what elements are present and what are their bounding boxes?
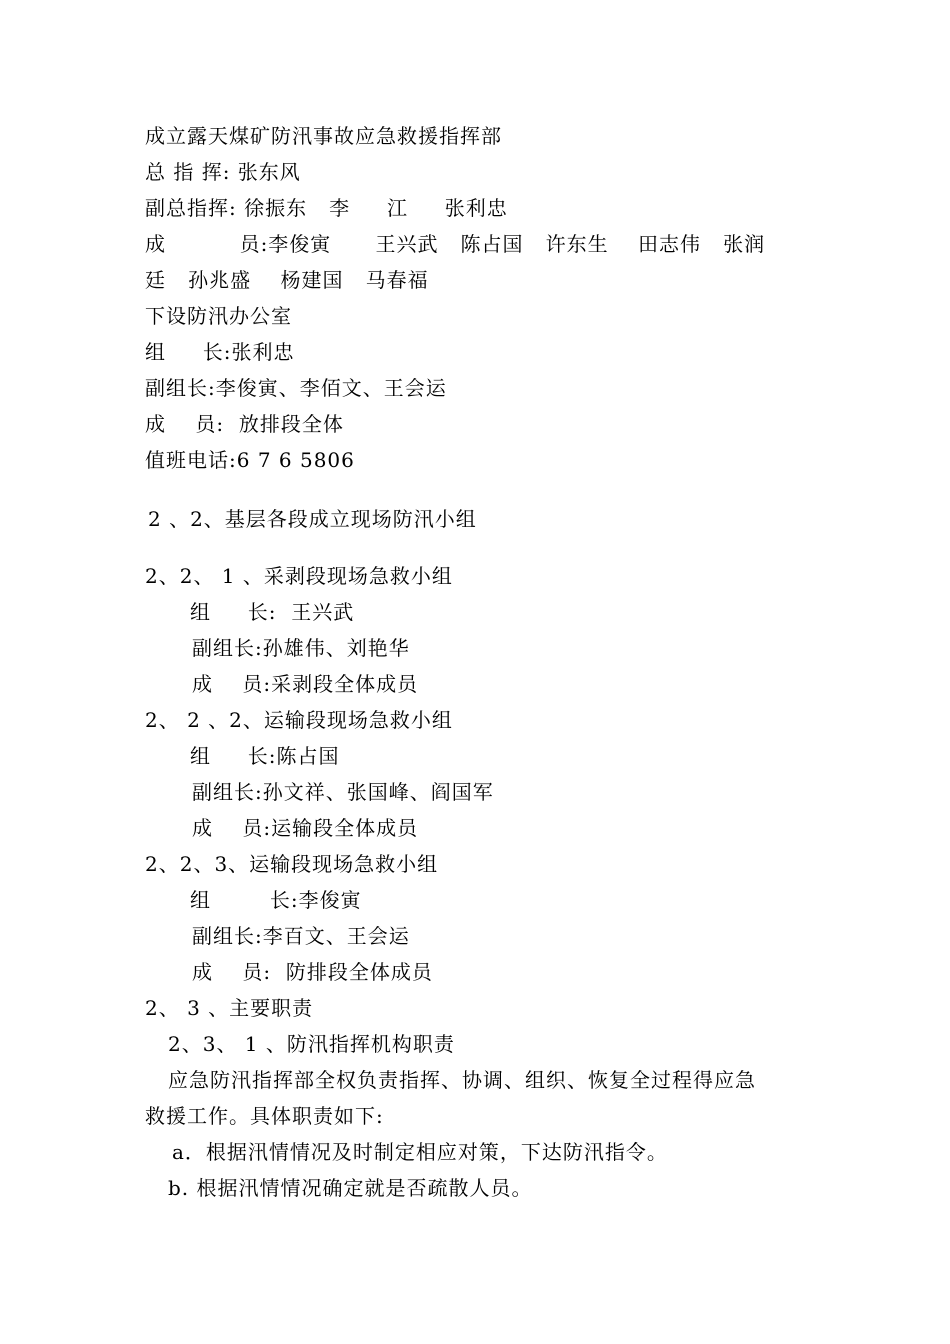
group3-title: 2、2、3、运输段现场急救小组 bbox=[145, 852, 439, 876]
responsibility-paragraph-line-2: 救援工作。具体职责如下: bbox=[145, 1104, 384, 1128]
group3-leader: 组 长:李俊寅 bbox=[190, 888, 362, 912]
duty-item-b: b. 根据汛情情况确定就是否疏散人员。 bbox=[168, 1176, 533, 1200]
section-2-2-heading: 2 、2、基层各段成立现场防汛小组 bbox=[148, 507, 477, 531]
office-members-line: 成 员: 放排段全体 bbox=[145, 412, 344, 436]
group3-members: 成 员: 防排段全体成员 bbox=[192, 960, 433, 984]
section-2-3-1-heading: 2、3、 1 、防汛指挥机构职责 bbox=[168, 1032, 455, 1056]
group1-deputy: 副组长:孙雄伟、刘艳华 bbox=[192, 636, 410, 660]
group1-members: 成 员:采剥段全体成员 bbox=[192, 672, 419, 696]
group1-title: 2、2、 1 、采剥段现场急救小组 bbox=[145, 564, 453, 588]
group2-members: 成 员:运输段全体成员 bbox=[192, 816, 419, 840]
responsibility-paragraph-line-1: 应急防汛指挥部全权负责指挥、协调、组织、恢复全过程得应急 bbox=[168, 1068, 756, 1092]
group2-title: 2、 2 、2、运输段现场急救小组 bbox=[145, 708, 453, 732]
group1-leader: 组 长: 王兴武 bbox=[190, 600, 355, 624]
office-heading: 下设防汛办公室 bbox=[145, 304, 292, 328]
duty-item-a: a．根据汛情情况及时制定相应对策，下达防汛指令。 bbox=[172, 1140, 668, 1164]
office-leader-line: 组 长:张利忠 bbox=[145, 340, 295, 364]
group3-deputy: 副组长:李百文、王会运 bbox=[192, 924, 410, 948]
members-line-1: 成 员:李俊寅 王兴武 陈占国 许东生 田志伟 张润 bbox=[145, 232, 766, 256]
section-2-3-heading: 2、 3 、主要职责 bbox=[145, 996, 314, 1020]
group2-deputy: 副组长:孙文祥、张国峰、阎国军 bbox=[192, 780, 494, 804]
deputy-commander-line: 副总指挥: 徐振东 李 江 张利忠 bbox=[145, 196, 508, 220]
members-line-2: 廷 孙兆盛 杨建国 马春福 bbox=[145, 268, 429, 292]
commander-line: 总 指 挥: 张东风 bbox=[145, 160, 301, 184]
office-deputy-line: 副组长:李俊寅、李佰文、王会运 bbox=[145, 376, 447, 400]
duty-phone-line: 值班电话:6 7 6 5806 bbox=[145, 448, 355, 472]
group2-leader: 组 长:陈占国 bbox=[190, 744, 340, 768]
headquarters-heading: 成立露天煤矿防汛事故应急救援指挥部 bbox=[145, 124, 502, 148]
